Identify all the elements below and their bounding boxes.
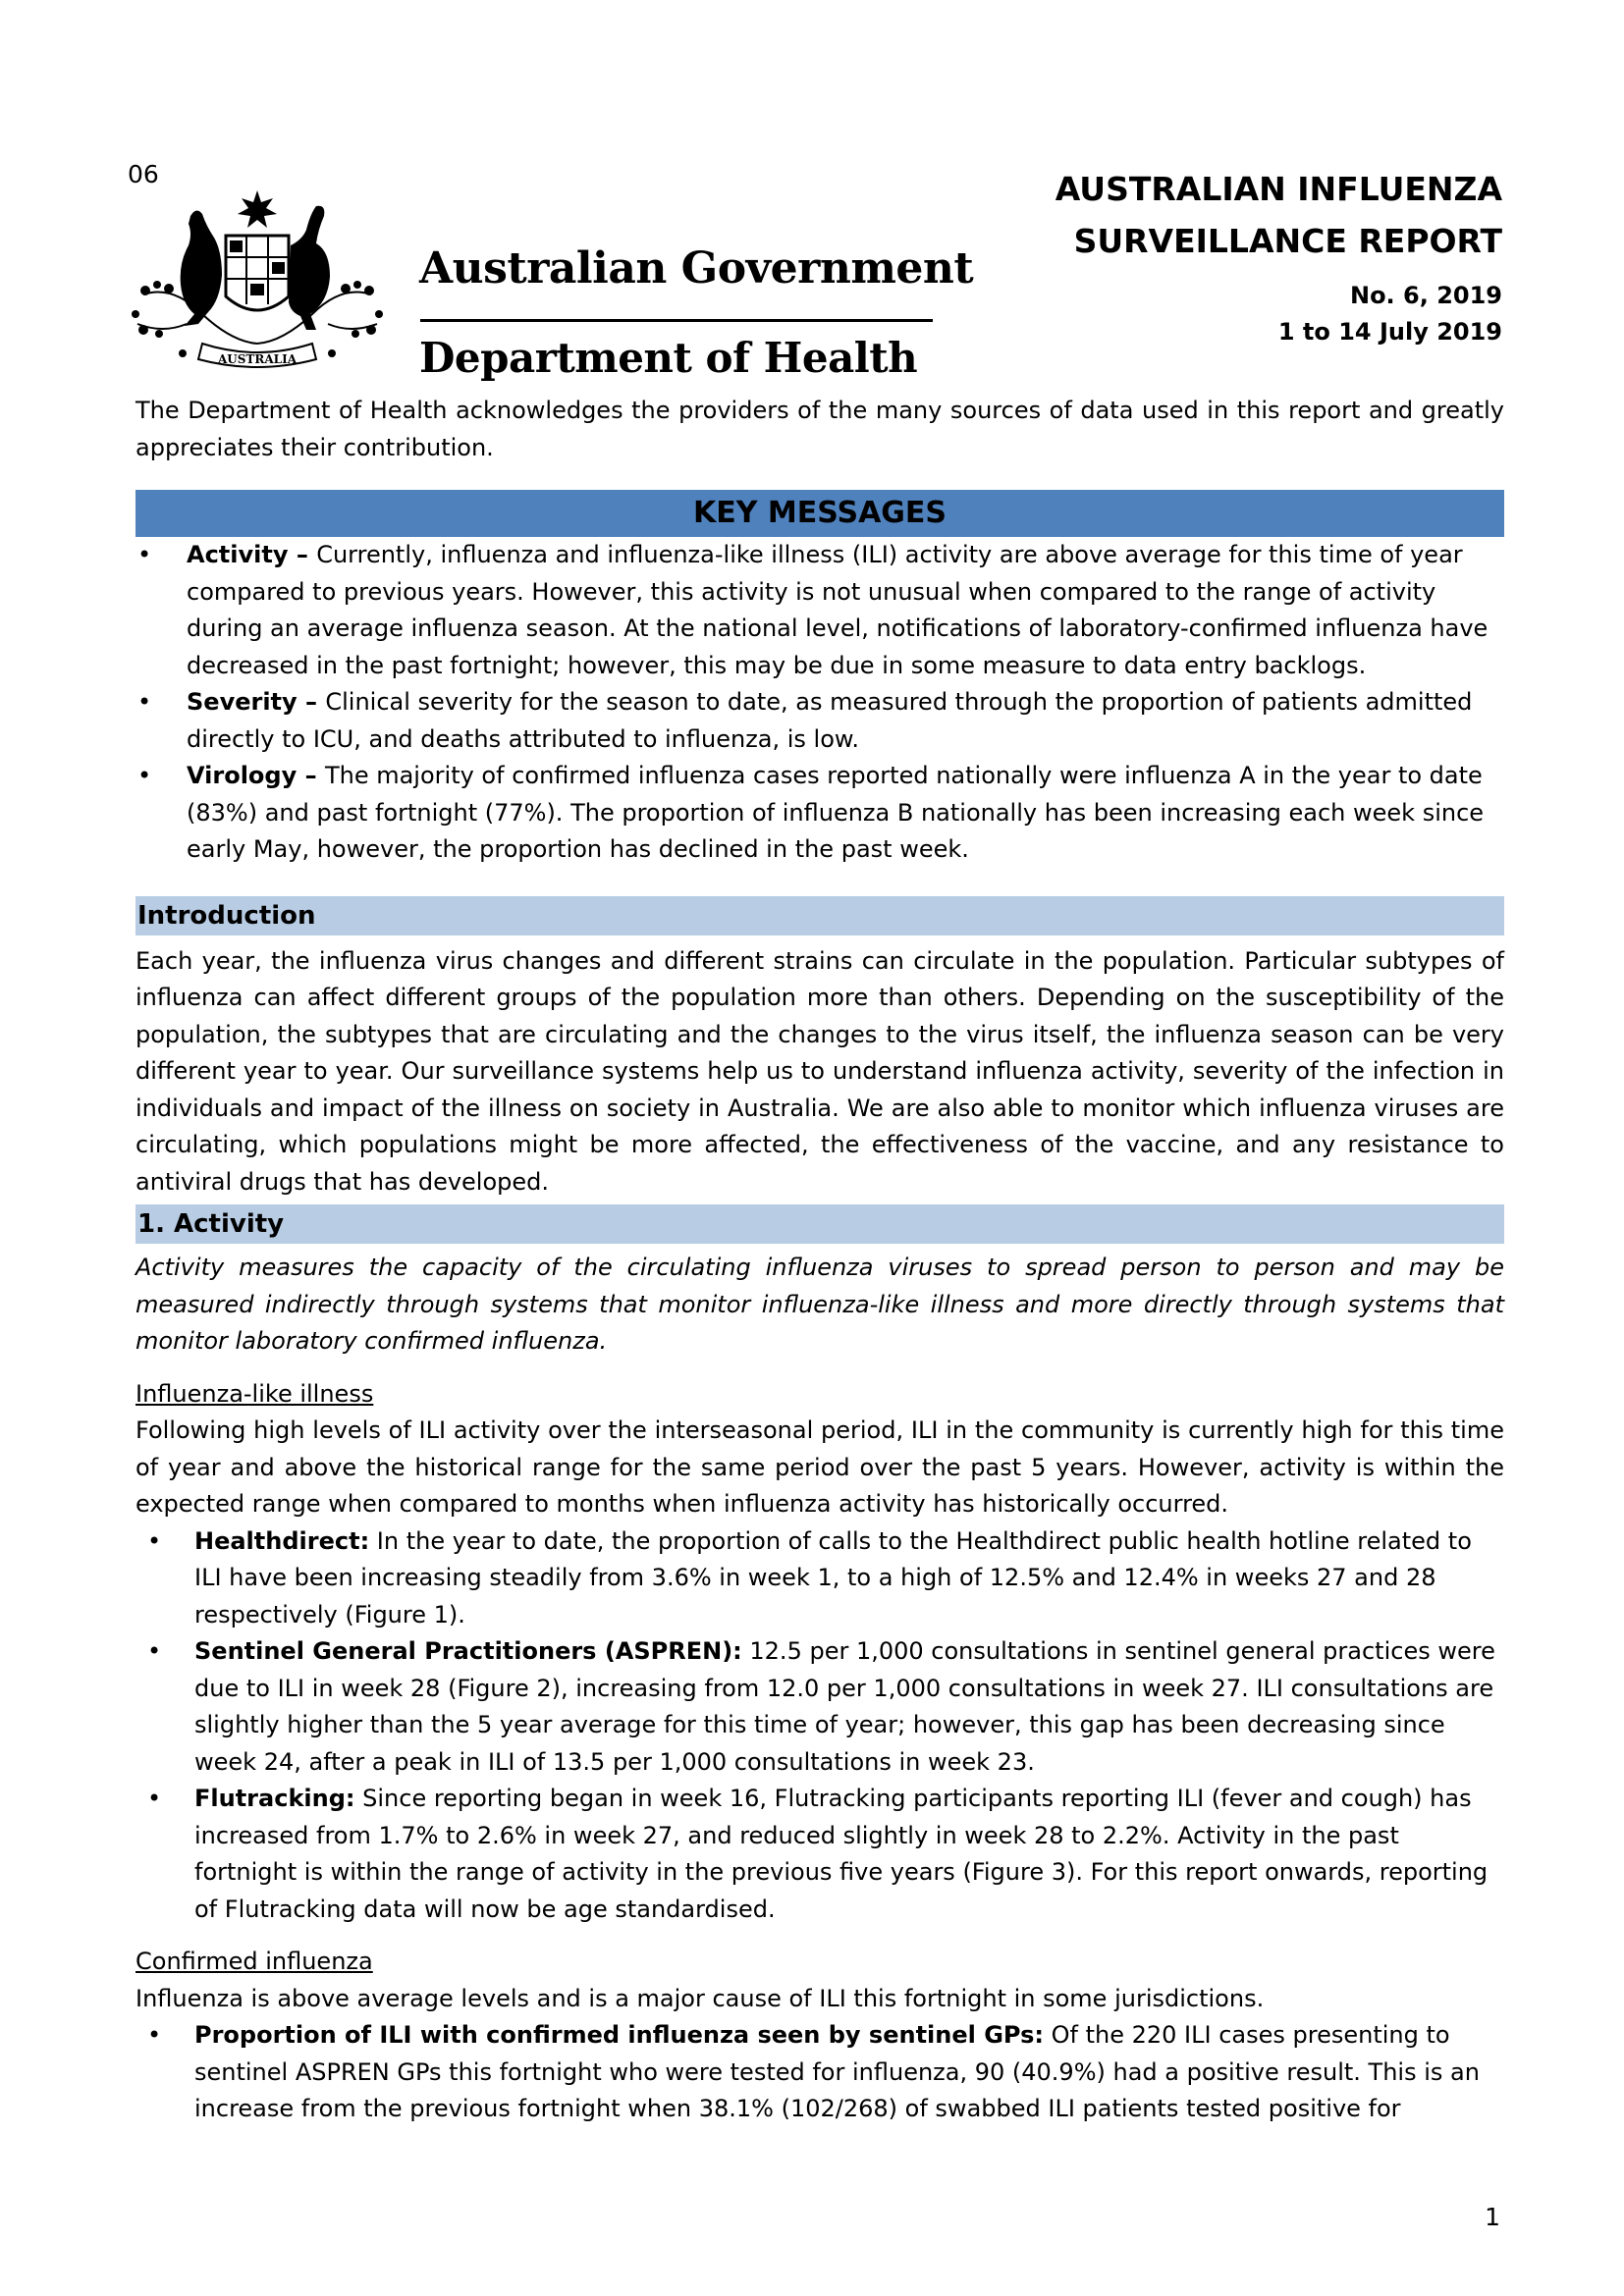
page-number: 1 xyxy=(1485,2203,1500,2231)
key-message-text: Clinical severity for the season to date, as measured through the proportion of patients admitted directly to ICU, and deaths attributed to influenza, is low. xyxy=(187,688,1473,753)
ili-item-aspren xyxy=(135,1633,1504,1781)
report-title-line2: SURVEILLANCE REPORT xyxy=(1073,222,1502,260)
ili-item-text: Since reporting began in week 16, Flutracking participants reporting ILI (fever and cough) has increased from 1.7% to 2.6% in week 27, and reduced slightly in week 28 to 2.2%. Activity in the past fortnight is within the range of activity in the previous five years (Figure 3). For this report onwards, reporting of Flutracking data will now be age standardised. xyxy=(194,1785,1489,1923)
bullet-icon: • xyxy=(147,1637,162,1665)
key-message-text: Currently, influenza and influenza-like illness (ILI) activity are above average for this time of year compared to previous years. However, this activity is not unusual when compared to the range of activity during an average influenza season. At the national level, notifications of laboratory-confirmed influenza have decreased in the past fortnight; however, this may be due in some measure to data entry backlogs. xyxy=(187,541,1489,679)
confirmed-item-sentinel-gps xyxy=(135,2017,1504,2128)
activity-intro: Activity measures the capacity of the circulating influenza viruses to spread person to person and may be measured indirectly through systems that monitor influenza-like illness and more directly through systems that monitor laboratory confirmed influenza. xyxy=(135,1254,1504,1355)
bullet-icon: • xyxy=(137,688,152,716)
ili-text: Following high levels of ILI activity over the interseasonal period, ILI in the community is currently high for this time of year and above the historical range for the same period over the past 5 years. However, activity is within the expected range when compared to months when influenza activity has historically occurred. xyxy=(135,1416,1504,1518)
activity-heading: 1. Activity xyxy=(135,1204,1504,1244)
confirmed-item-text: Of the 220 ILI cases presenting to sentinel ASPREN GPs this fortnight who were tested for influenza, 90 (40.9%) had a positive result. This is an increase from the previous fortnight when 38.1% (102/268) of swabbed ILI patients tested positive for xyxy=(194,2021,1480,2122)
department-name: Department of Health xyxy=(419,334,918,382)
key-message-text: The majority of confirmed influenza cases reported nationally were influenza A in the year to date (83%) and past fortnight (77%). The proportion of influenza B nationally has been increasing each week since early May, however, the proportion has declined in the past week. xyxy=(187,762,1485,863)
report-number: No. 6, 2019 xyxy=(1349,282,1502,309)
ili-item-text: 12.5 per 1,000 consultations in sentinel general practices were due to ILI in week 28 (Figure 2), increasing from 12.0 per 1,000 consultations in week 27. ILI consultations are slightly higher than the 5 year average for this time of year; however, this gap has been decreasing since week 24, after a peak in ILI of 13.5 per 1,000 consultations in week 23. xyxy=(194,1637,1495,1776)
report-number-block xyxy=(1278,278,1502,350)
ili-item-flutracking xyxy=(135,1781,1504,1928)
ili-item-label: Flutracking: xyxy=(194,1785,355,1812)
key-message-virology xyxy=(135,758,1504,869)
ili-list xyxy=(135,1523,1504,1929)
key-message-label: Activity – xyxy=(187,541,317,568)
acknowledgement: The Department of Health acknowledges the providers of the many sources of data used in this report and greatly appreciates their contribution. xyxy=(135,397,1504,461)
report-body xyxy=(135,393,1504,2128)
bullet-icon: • xyxy=(147,1785,162,1812)
ili-subheading: Influenza-like illness xyxy=(135,1379,374,1408)
key-message-severity xyxy=(135,684,1504,758)
bullet-icon: • xyxy=(147,1526,162,1555)
introduction-heading: Introduction xyxy=(135,896,1504,935)
report-period: 1 to 14 July 2019 xyxy=(1277,318,1502,346)
key-message-label: Virology – xyxy=(187,762,325,789)
confirmed-influenza-list xyxy=(135,2017,1504,2128)
ili-item-healthdirect xyxy=(135,1523,1504,1634)
bullet-icon: • xyxy=(137,762,152,789)
introduction-text: Each year, the influenza virus changes and different strains can circulate in the population. Particular subtypes of influenza can affect different groups of the population more than others. Depending on the susceptibility of the population, the subtypes that are circulating and the changes to the virus itself, the influenza season can be very different year to year. Our surveillance systems help us to understand influenza activity, severity of the infection in individuals and impact of the illness on society in Australia. We are also able to monitor which influenza viruses are circulating, which populations might be more affected, the effectiveness of the vaccine, and any resistance to antiviral drugs that has developed. xyxy=(135,946,1504,1196)
confirmed-influenza-text: Influenza is above average levels and is a major cause of ILI this fortnight in some jurisdictions. xyxy=(135,1984,1265,2012)
bullet-icon: • xyxy=(147,2021,162,2049)
ili-item-text: In the year to date, the proportion of calls to the Healthdirect public health hotline related to ILI have been increasing steadily from 3.6% in week 1, to a high of 12.5% and 12.4% in weeks 27 and 28 respectively (Figure 1). xyxy=(194,1526,1472,1629)
key-messages-heading: KEY MESSAGES xyxy=(135,490,1504,537)
report-title xyxy=(1056,163,1502,267)
government-name: Australian Government xyxy=(419,243,974,294)
coat-of-arms-logo xyxy=(124,187,391,377)
ili-item-label: Sentinel General Practitioners (ASPREN): xyxy=(194,1637,742,1665)
key-message-activity xyxy=(135,537,1504,684)
page-code: 06 xyxy=(128,160,159,188)
ili-item-label: Healthdirect: xyxy=(194,1526,370,1555)
crest-scroll-text: AUSTRALIA xyxy=(217,352,298,366)
confirmed-influenza-subheading: Confirmed influenza xyxy=(135,1948,373,1975)
report-title-line1: AUSTRALIAN INFLUENZA xyxy=(1055,170,1502,208)
key-messages-list xyxy=(135,537,1504,869)
bullet-icon: • xyxy=(137,541,152,568)
confirmed-item-label: Proportion of ILI with confirmed influenza seen by sentinel GPs: xyxy=(194,2021,1044,2049)
header-divider xyxy=(420,319,933,322)
key-message-label: Severity – xyxy=(187,688,326,716)
